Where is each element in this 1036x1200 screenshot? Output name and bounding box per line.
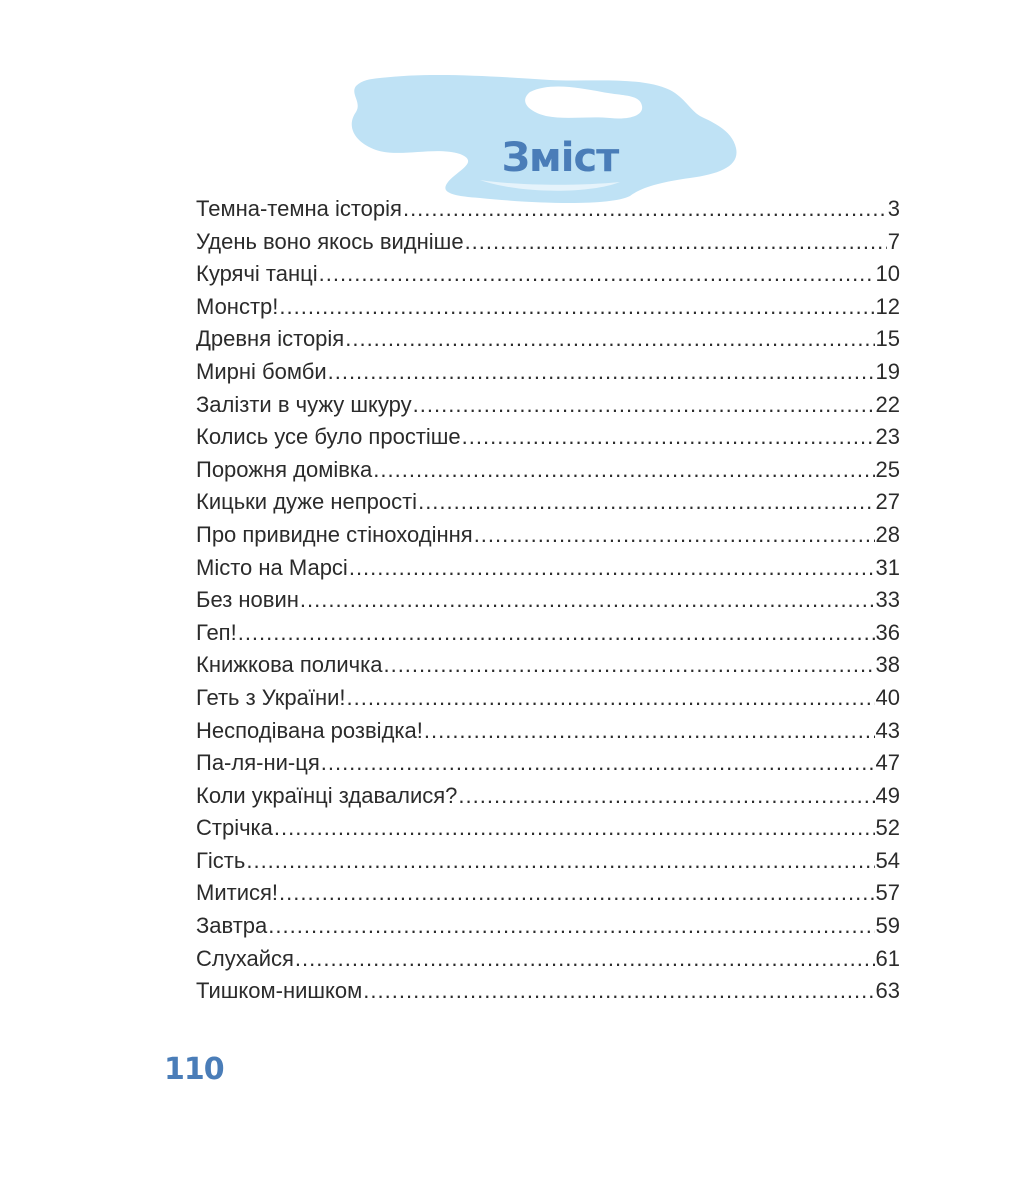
toc-entry-page: 15: [875, 326, 900, 352]
table-of-contents: [196, 193, 900, 1008]
toc-dot-leader: [424, 715, 875, 748]
toc-entry-page: 47: [875, 750, 900, 776]
toc-entry-page: 43: [875, 717, 900, 743]
toc-dot-leader: [319, 258, 875, 291]
toc-entry-title: Геть з України!: [196, 684, 346, 710]
toc-entry-page: 7: [887, 228, 900, 254]
toc-entry-title: Древня історія: [196, 326, 345, 352]
toc-entry-title: Завтра: [196, 913, 268, 939]
toc-entry: [196, 226, 900, 259]
toc-entry-title: Порожня домівка: [196, 456, 373, 482]
toc-entry: [196, 780, 900, 813]
toc-entry: [196, 845, 900, 878]
toc-entry-title: Темна-темна історія: [196, 196, 402, 221]
toc-entry-title: Колись усе було простіше: [196, 424, 461, 450]
toc-dot-leader: [246, 845, 874, 878]
toc-entry: [196, 552, 900, 585]
toc-entry-page: 19: [875, 358, 900, 384]
toc-entry-page: 49: [875, 782, 900, 808]
toc-entry-page: 38: [875, 652, 900, 678]
toc-entry: [196, 356, 900, 389]
toc-entry: [196, 877, 900, 910]
toc-dot-leader: [413, 389, 875, 422]
toc-entry: [196, 584, 900, 617]
toc-entry: [196, 910, 900, 943]
toc-entry-page: 33: [875, 587, 900, 613]
toc-dot-leader: [363, 975, 874, 1008]
toc-entry-title: Коли українці здавалися?: [196, 782, 458, 808]
toc-entry: [196, 421, 900, 454]
toc-entry: [196, 291, 900, 324]
toc-entry-title: Книжкова поличка: [196, 652, 383, 678]
toc-entry: [196, 486, 900, 519]
toc-entry-title: Несподівана розвідка!: [196, 717, 423, 743]
toc-entry-title: Геп!: [196, 619, 237, 645]
toc-dot-leader: [462, 421, 875, 454]
toc-entry-title: Кицьки дуже непрості: [196, 489, 418, 515]
toc-entry: [196, 812, 900, 845]
toc-entry-page: 63: [875, 978, 900, 1004]
toc-entry: [196, 715, 900, 748]
toc-entry: [196, 389, 900, 422]
toc-entry-title: Залізти в чужу шкуру: [196, 391, 412, 417]
toc-entry: [196, 682, 900, 715]
toc-entry-title: Гість: [196, 847, 246, 873]
toc-dot-leader: [238, 617, 875, 650]
toc-entry-page: 52: [875, 815, 900, 841]
toc-entry: [196, 519, 900, 552]
toc-entry-title: Місто на Марсі: [196, 554, 348, 580]
toc-entry: [196, 943, 900, 976]
toc-entry-title: Митися!: [196, 880, 279, 906]
toc-entry-title: Про привидне стіноходіння: [196, 521, 473, 547]
toc-entry: [196, 649, 900, 682]
toc-entry-page: 12: [875, 293, 900, 319]
toc-dot-leader: [373, 454, 874, 487]
toc-dot-leader: [328, 356, 875, 389]
toc-entry-title: Курячі танці: [196, 261, 318, 287]
toc-entry: [196, 258, 900, 291]
toc-dot-leader: [345, 323, 874, 356]
page-number: 110: [164, 1052, 224, 1087]
toc-entry-page: 31: [875, 554, 900, 580]
toc-entry-page: 27: [875, 489, 900, 515]
toc-dot-leader: [279, 291, 874, 324]
toc-dot-leader: [458, 780, 874, 813]
toc-dot-leader: [474, 519, 875, 552]
toc-dot-leader: [349, 552, 875, 585]
toc-entry: [196, 975, 900, 1008]
toc-dot-leader: [465, 226, 887, 259]
toc-dot-leader: [300, 584, 875, 617]
toc-entry-page: 25: [875, 456, 900, 482]
toc-dot-leader: [268, 910, 874, 943]
page-title: Зміст: [501, 135, 619, 181]
toc-entry-page: 3: [887, 196, 900, 221]
toc-dot-leader: [295, 943, 875, 976]
toc-entry-page: 59: [875, 913, 900, 939]
toc-entry-page: 23: [875, 424, 900, 450]
toc-entry-page: 36: [875, 619, 900, 645]
toc-entry-page: 40: [875, 684, 900, 710]
toc-entry-page: 28: [875, 521, 900, 547]
toc-entry-title: Стрічка: [196, 815, 273, 841]
toc-entry-page: 22: [875, 391, 900, 417]
toc-entry-title: Без новин: [196, 587, 299, 613]
toc-entry: [196, 747, 900, 780]
toc-dot-leader: [321, 747, 875, 780]
toc-entry-page: 10: [875, 261, 900, 287]
toc-entry-title: Мирні бомби: [196, 358, 327, 384]
toc-dot-leader: [347, 682, 875, 715]
toc-entry: [196, 454, 900, 487]
toc-entry-title: Тишком-нишком: [196, 978, 363, 1004]
toc-entry-page: 54: [875, 847, 900, 873]
toc-dot-leader: [279, 877, 875, 910]
toc-dot-leader: [274, 812, 875, 845]
toc-entry: [196, 617, 900, 650]
toc-dot-leader: [383, 649, 874, 682]
toc-entry: [196, 193, 900, 226]
toc-entry: [196, 323, 900, 356]
toc-entry-page: 57: [875, 880, 900, 906]
toc-entry-title: Удень воно якось видніше: [196, 228, 464, 254]
toc-entry-page: 61: [875, 945, 900, 971]
toc-dot-leader: [403, 193, 887, 226]
toc-dot-leader: [418, 486, 874, 519]
toc-entry-title: Па-ля-ни-ця: [196, 750, 320, 776]
toc-entry-title: Монстр!: [196, 293, 279, 319]
toc-entry-title: Слухайся: [196, 945, 294, 971]
